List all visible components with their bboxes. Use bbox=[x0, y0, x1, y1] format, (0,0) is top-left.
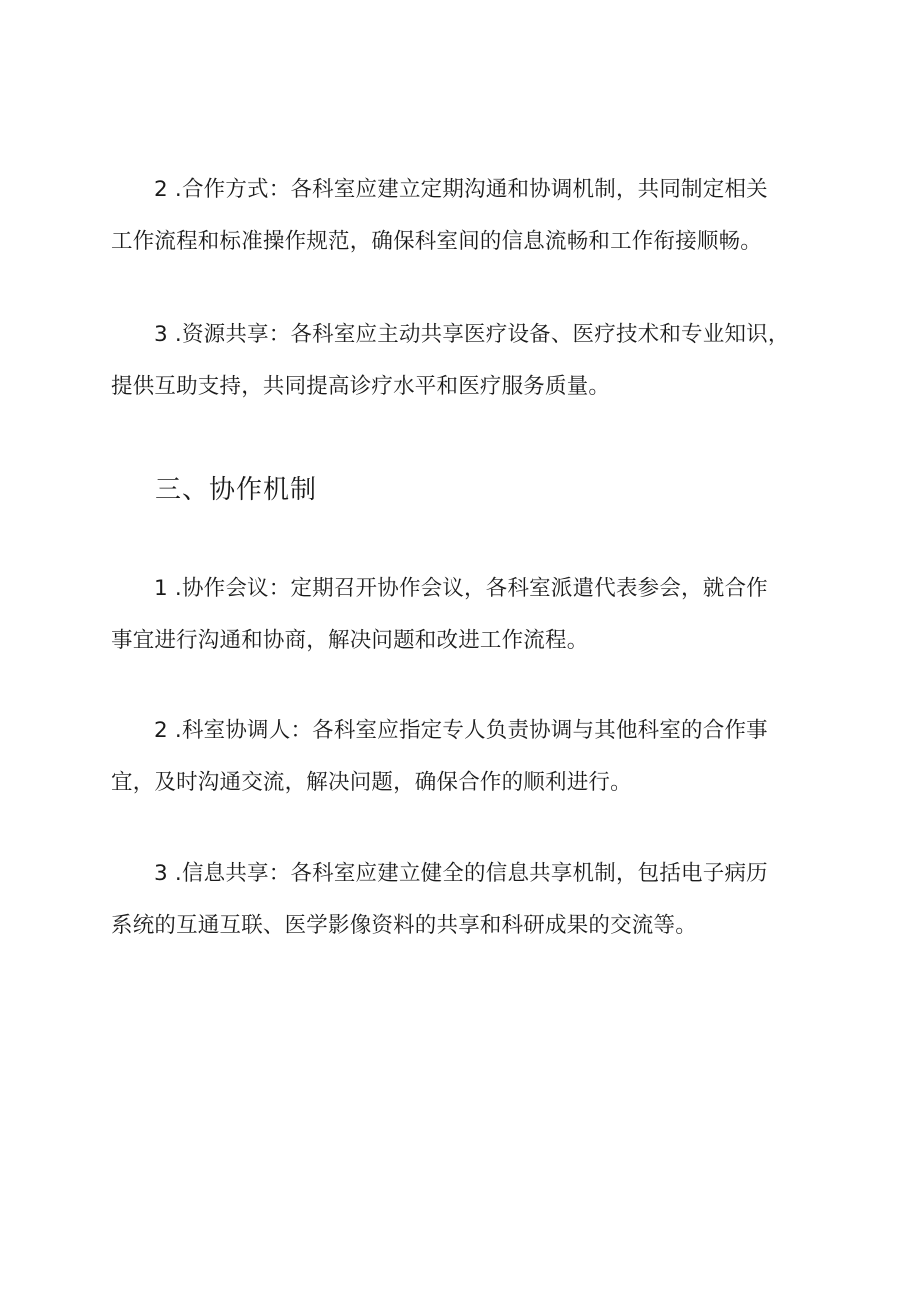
paragraph-line: 2 .科室协调人：各科室应指定专人负责协调与其他科室的合作事 bbox=[154, 718, 768, 743]
paragraph-line: 3 .信息共享：各科室应建立健全的信息共享机制，包括电子病历 bbox=[154, 861, 768, 886]
paragraph-line: 提供互助支持，共同提高诊疗水平和医疗服务质量。 bbox=[111, 374, 611, 399]
paragraph-line: 系统的互通互联、医学影像资料的共享和科研成果的交流等。 bbox=[111, 913, 697, 938]
paragraph-department-coordinator bbox=[111, 705, 811, 809]
paragraph-line: 事宜进行沟通和协商，解决问题和改进工作流程。 bbox=[111, 628, 589, 653]
paragraph-line: 1 .协作会议：定期召开协作会议，各科室派遣代表参会，就合作 bbox=[154, 576, 768, 601]
paragraph-cooperation-method bbox=[111, 164, 811, 268]
paragraph-line: 3 .资源共享：各科室应主动共享医疗设备、医疗技术和专业知识， bbox=[154, 322, 790, 347]
paragraph-collaboration-meeting bbox=[111, 563, 811, 667]
paragraph-resource-sharing bbox=[111, 309, 811, 413]
section-heading: 三、协作机制 bbox=[155, 475, 318, 505]
paragraph-line: 工作流程和标准操作规范，确保科室间的信息流畅和工作衔接顺畅。 bbox=[111, 229, 763, 254]
paragraph-line: 2 .合作方式：各科室应建立定期沟通和协调机制，共同制定相关 bbox=[154, 177, 768, 202]
paragraph-information-sharing bbox=[111, 848, 811, 952]
paragraph-line: 宜，及时沟通交流，解决问题，确保合作的顺利进行。 bbox=[111, 770, 632, 795]
